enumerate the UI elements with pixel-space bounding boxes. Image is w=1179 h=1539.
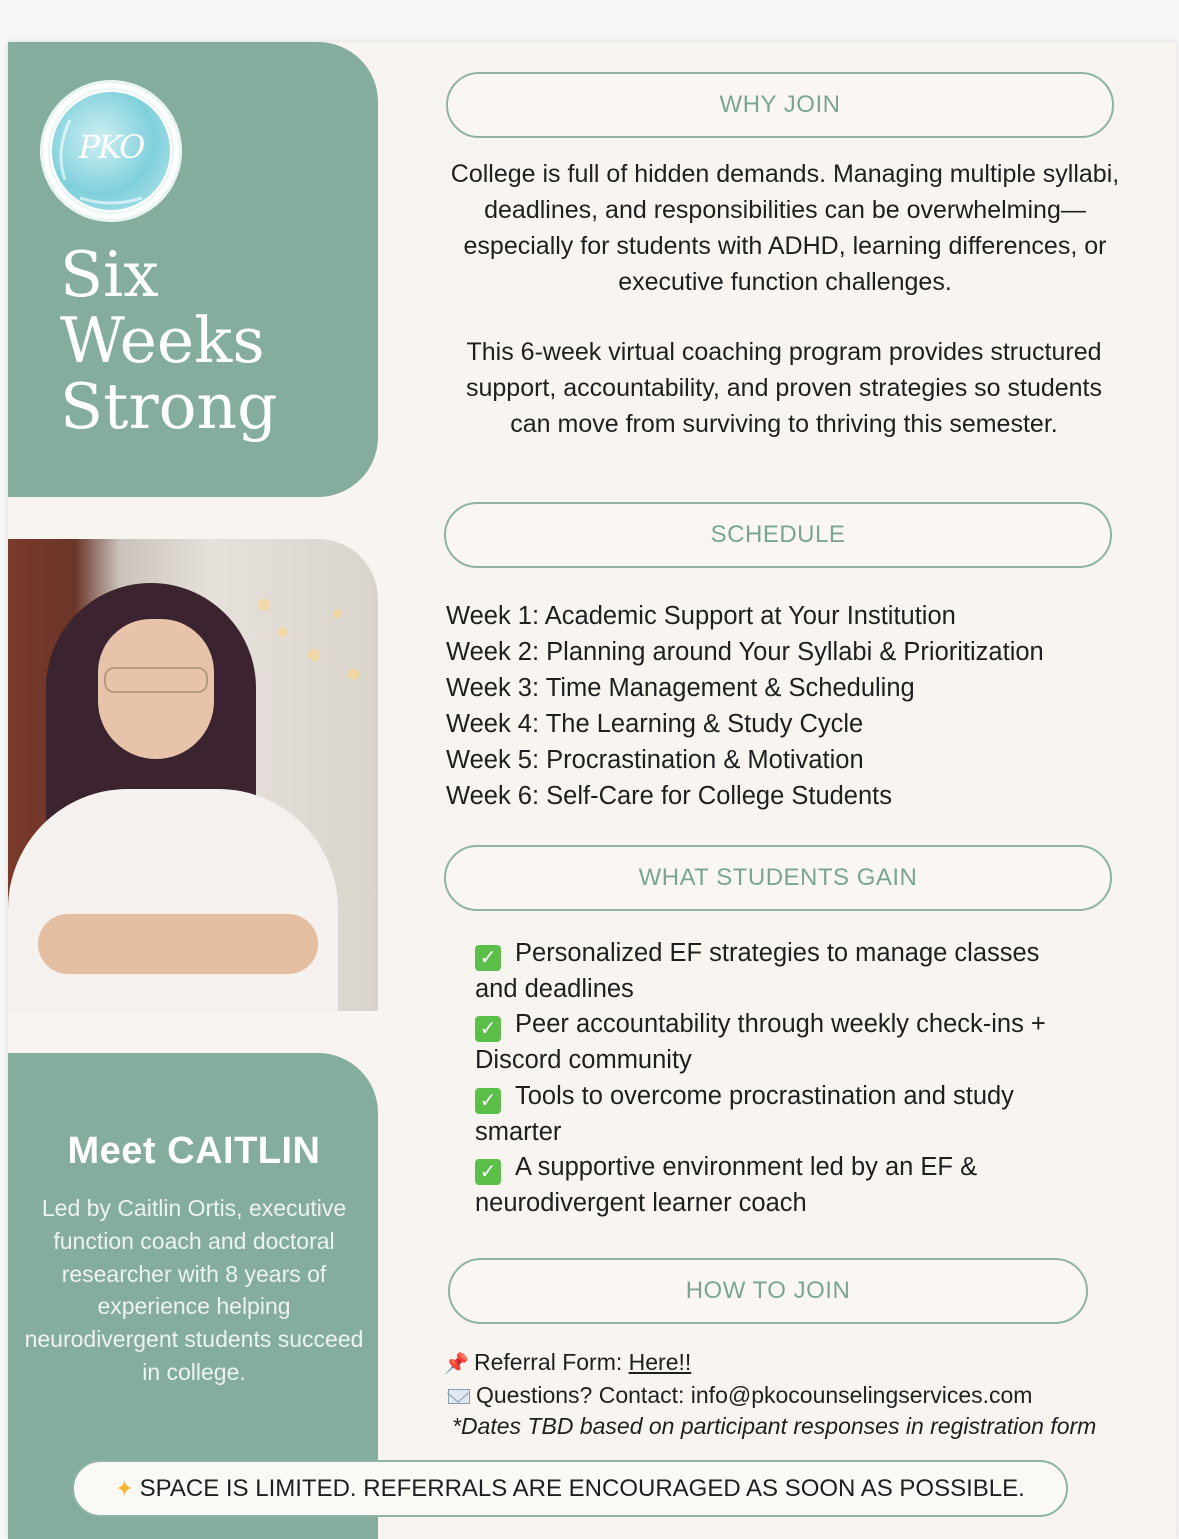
flyer-page xyxy=(8,42,1176,1539)
bio-text: Led by Caitlin Ortis, executive function coach and doctoral researcher with 8 years of experience helping neurodivergent students succeed in college. xyxy=(24,1195,364,1385)
referral-row xyxy=(444,1347,1164,1380)
contact-text: Questions? Contact: info@pkocounselingservices.com xyxy=(476,1382,1033,1408)
section-label-gains: WHAT STUDENTS GAIN xyxy=(444,845,1112,911)
gain-item xyxy=(475,1079,1055,1150)
section-label-how-to-join: HOW TO JOIN xyxy=(448,1258,1088,1324)
contact-row xyxy=(444,1380,1164,1411)
gain-text: Tools to overcome procrastination and study smarter xyxy=(475,1081,1014,1146)
sparkles-icon: ✦ xyxy=(115,1475,134,1501)
schedule-item: Week 4: The Learning & Study Cycle xyxy=(446,710,864,738)
referral-form-link[interactable]: Here!! xyxy=(628,1349,692,1375)
banner-text: SPACE IS LIMITED. REFERRALS ARE ENCOURAGED AS SOON AS POSSIBLE. xyxy=(139,1474,1025,1502)
logo-ring-icon xyxy=(40,80,182,222)
schedule-item: Week 3: Time Management & Scheduling xyxy=(446,674,915,702)
gain-item xyxy=(475,1007,1055,1078)
gain-item xyxy=(475,1150,1055,1221)
space-limited-banner xyxy=(72,1460,1068,1517)
bio-heading: Meet CAITLIN xyxy=(67,1130,321,1172)
schedule-item: Week 1: Academic Support at Your Institution xyxy=(446,602,956,630)
program-title xyxy=(60,238,360,443)
check-icon: ✓ xyxy=(475,1088,501,1114)
schedule-item: Week 2: Planning around Your Syllabi & Prioritization xyxy=(446,638,1044,666)
section-label-schedule: SCHEDULE xyxy=(444,502,1112,568)
contact-block xyxy=(444,1347,1164,1442)
schedule-item: Week 6: Self-Care for College Students xyxy=(446,782,893,810)
gains-list xyxy=(475,936,1055,1222)
check-icon: ✓ xyxy=(475,1016,501,1042)
check-icon: ✓ xyxy=(475,945,501,971)
pko-logo xyxy=(40,80,182,222)
gain-text: A supportive environment led by an EF & neurodivergent learner coach xyxy=(475,1153,978,1217)
schedule-list xyxy=(446,598,1146,814)
dates-note: *Dates TBD based on participant responses in registration form xyxy=(452,1413,1097,1439)
referral-label: Referral Form: xyxy=(474,1349,629,1375)
coach-photo xyxy=(8,539,378,1011)
pushpin-icon: 📌 xyxy=(444,1353,469,1375)
title-line: Weeks xyxy=(60,304,265,377)
check-icon: ✓ xyxy=(475,1159,501,1185)
envelope-icon xyxy=(448,1389,470,1404)
section-label-why-join: WHY JOIN xyxy=(446,72,1114,138)
logo-monogram: PKO xyxy=(78,128,144,166)
gain-item xyxy=(475,936,1055,1007)
title-line: Six xyxy=(60,238,159,311)
gain-text: Peer accountability through weekly check-ins + Discord community xyxy=(475,1010,1046,1075)
schedule-item: Week 5: Procrastination & Motivation xyxy=(446,746,864,774)
why-join-paragraph-2: This 6-week virtual coaching program provides structured support, accountability, and proven strategies so students can move from surviving to thriving this semester. xyxy=(465,338,1103,438)
title-line: Strong xyxy=(60,370,278,443)
gain-text: Personalized EF strategies to manage classes and deadlines xyxy=(475,939,1040,1003)
why-join-paragraph-1: College is full of hidden demands. Managing multiple syllabi, deadlines, and responsibilities can be overwhelming—especially for students with ADHD, learning differences, or executive function challenges. xyxy=(450,160,1120,296)
